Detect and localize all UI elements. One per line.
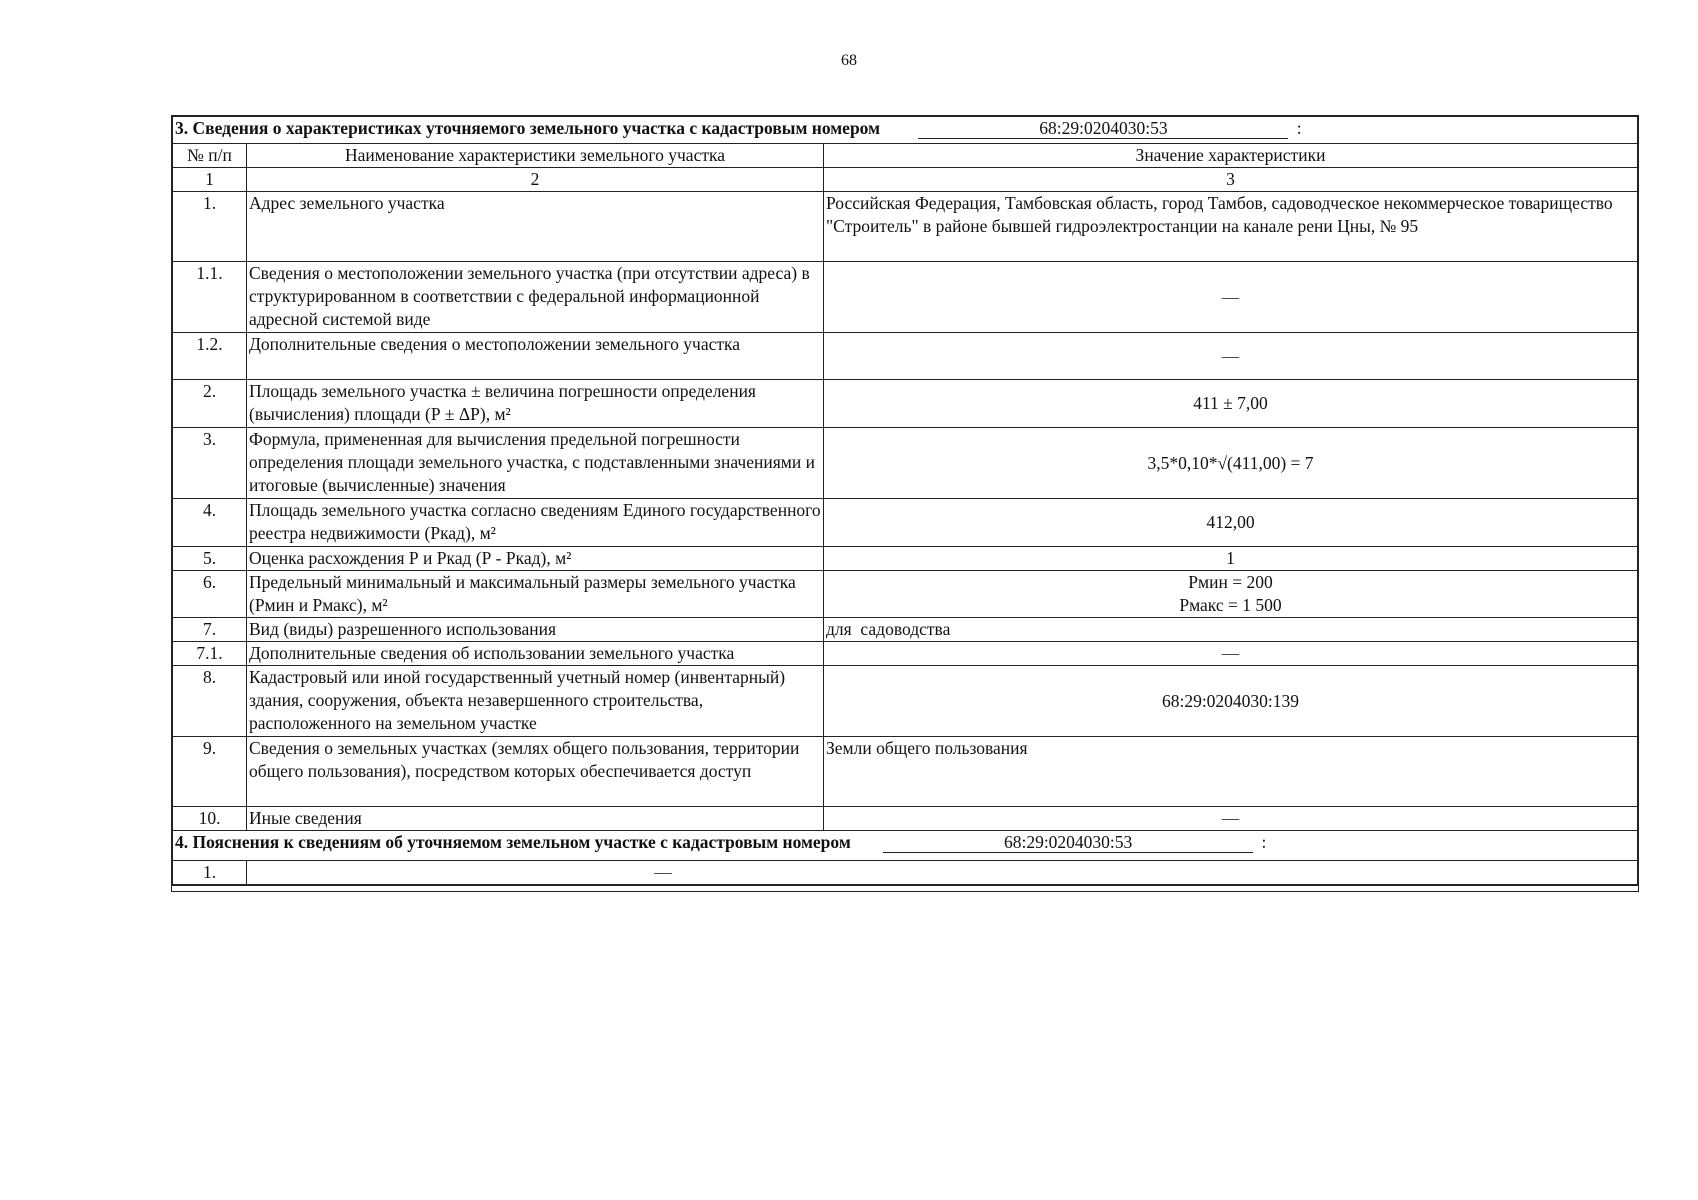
row-name: Сведения о земельных участках (землях общего пользования, территории общего пользования), посредством которых обеспечивается доступ	[247, 737, 824, 807]
section3-heading	[173, 117, 1638, 144]
row-name: Дополнительные сведения о местоположении земельного участка	[247, 333, 824, 380]
row-name: Предельный минимальный и максимальный размеры земельного участка (Рмин и Рмакс), м²	[247, 571, 824, 618]
row-name: Иные сведения	[247, 807, 824, 831]
section4-suffix: :	[1261, 832, 1267, 852]
table-row	[173, 571, 1638, 618]
table-row	[173, 642, 1638, 666]
table-row	[173, 737, 1638, 807]
column-number-1: 1	[173, 168, 247, 192]
column-header-num: № п/п	[173, 144, 247, 168]
table-bottom-strip	[172, 885, 1638, 891]
row-name: Площадь земельного участка ± величина погрешности определения (вычисления) площади (Р ± ΔР), м²	[247, 380, 824, 428]
column-header-value: Значение характеристики	[824, 144, 1638, 168]
row-name: Площадь земельного участка согласно сведениям Единого государственного реестра недвижимости (Ркад), м²	[247, 499, 824, 547]
row-number: 1.	[173, 861, 247, 885]
section4-cadastral-number: 68:29:0204030:53	[883, 832, 1253, 853]
row-name: Кадастровый или иной государственный учетный номер (инвентарный) здания, сооружения, объекта незавершенного строительства, расположенного на земельном участке	[247, 666, 824, 737]
row-value	[824, 571, 1638, 618]
row-value-max: Рмакс = 1 500	[1179, 595, 1282, 615]
row-value: 1	[824, 547, 1638, 571]
table-row	[173, 499, 1638, 547]
section3-title: 3. Сведения о характеристиках уточняемого земельного участка с кадастровым номером	[175, 118, 881, 138]
row-number: 7.	[173, 618, 247, 642]
section4-title: 4. Пояснения к сведениям об уточняемом земельном участке с кадастровым номером	[175, 832, 851, 852]
row-number: 9.	[173, 737, 247, 807]
column-number-3: 3	[824, 168, 1638, 192]
row-value: 412,00	[824, 499, 1638, 547]
row-value: —	[824, 262, 1638, 333]
row-value: —	[247, 861, 1638, 885]
section3-heading-row	[173, 117, 1638, 144]
table-row	[173, 666, 1638, 737]
table-row	[173, 192, 1638, 262]
table-row	[173, 618, 1638, 642]
row-number: 5.	[173, 547, 247, 571]
table-row	[173, 333, 1638, 380]
row-value: Российская Федерация, Тамбовская область, город Тамбов, садоводческое некоммерческое товарищество "Строитель" в районе бывшей гидроэлектростанции на канале рени Цны, № 95	[824, 192, 1638, 262]
table-row	[173, 262, 1638, 333]
row-number: 1.2.	[173, 333, 247, 380]
table-row	[173, 547, 1638, 571]
section3-suffix: :	[1296, 118, 1302, 138]
page-number: 68	[841, 52, 857, 69]
row-value: 3,5*0,10*√(411,00) = 7	[824, 428, 1638, 499]
table-row	[173, 861, 1638, 885]
column-header-name: Наименование характеристики земельного участка	[247, 144, 824, 168]
row-name: Сведения о местоположении земельного участка (при отсутствии адреса) в структурированном в соответствии с федеральной информационной адресной системой виде	[247, 262, 824, 333]
column-header-row	[173, 144, 1638, 168]
row-name: Вид (виды) разрешенного использования	[247, 618, 824, 642]
row-value: —	[824, 807, 1638, 831]
section4-heading	[173, 831, 1638, 861]
row-value: 68:29:0204030:139	[824, 666, 1638, 737]
row-value: —	[824, 333, 1638, 380]
document-table-frame	[171, 115, 1639, 892]
row-number: 7.1.	[173, 642, 247, 666]
row-value: —	[824, 642, 1638, 666]
row-number: 8.	[173, 666, 247, 737]
row-value-min: Рмин = 200	[1188, 572, 1273, 592]
row-value: Земли общего пользования	[824, 737, 1638, 807]
row-value: для садоводства	[824, 618, 1638, 642]
table-row	[173, 380, 1638, 428]
section4-heading-row	[173, 831, 1638, 861]
characteristics-table	[172, 116, 1638, 885]
row-number: 10.	[173, 807, 247, 831]
row-number: 1.	[173, 192, 247, 262]
section3-cadastral-number: 68:29:0204030:53	[918, 118, 1288, 139]
row-name: Формула, примененная для вычисления предельной погрешности определения площади земельного участка, с подставленными значениями и итоговые (вычисленные) значения	[247, 428, 824, 499]
row-name: Оценка расхождения Р и Ркад (Р - Ркад), м²	[247, 547, 824, 571]
row-value: 411 ± 7,00	[824, 380, 1638, 428]
row-number: 4.	[173, 499, 247, 547]
row-name: Дополнительные сведения об использовании земельного участка	[247, 642, 824, 666]
table-row	[173, 807, 1638, 831]
column-number-row	[173, 168, 1638, 192]
table-row	[173, 428, 1638, 499]
row-name: Адрес земельного участка	[247, 192, 824, 262]
row-number: 3.	[173, 428, 247, 499]
column-number-2: 2	[247, 168, 824, 192]
row-number: 6.	[173, 571, 247, 618]
row-number: 2.	[173, 380, 247, 428]
row-number: 1.1.	[173, 262, 247, 333]
